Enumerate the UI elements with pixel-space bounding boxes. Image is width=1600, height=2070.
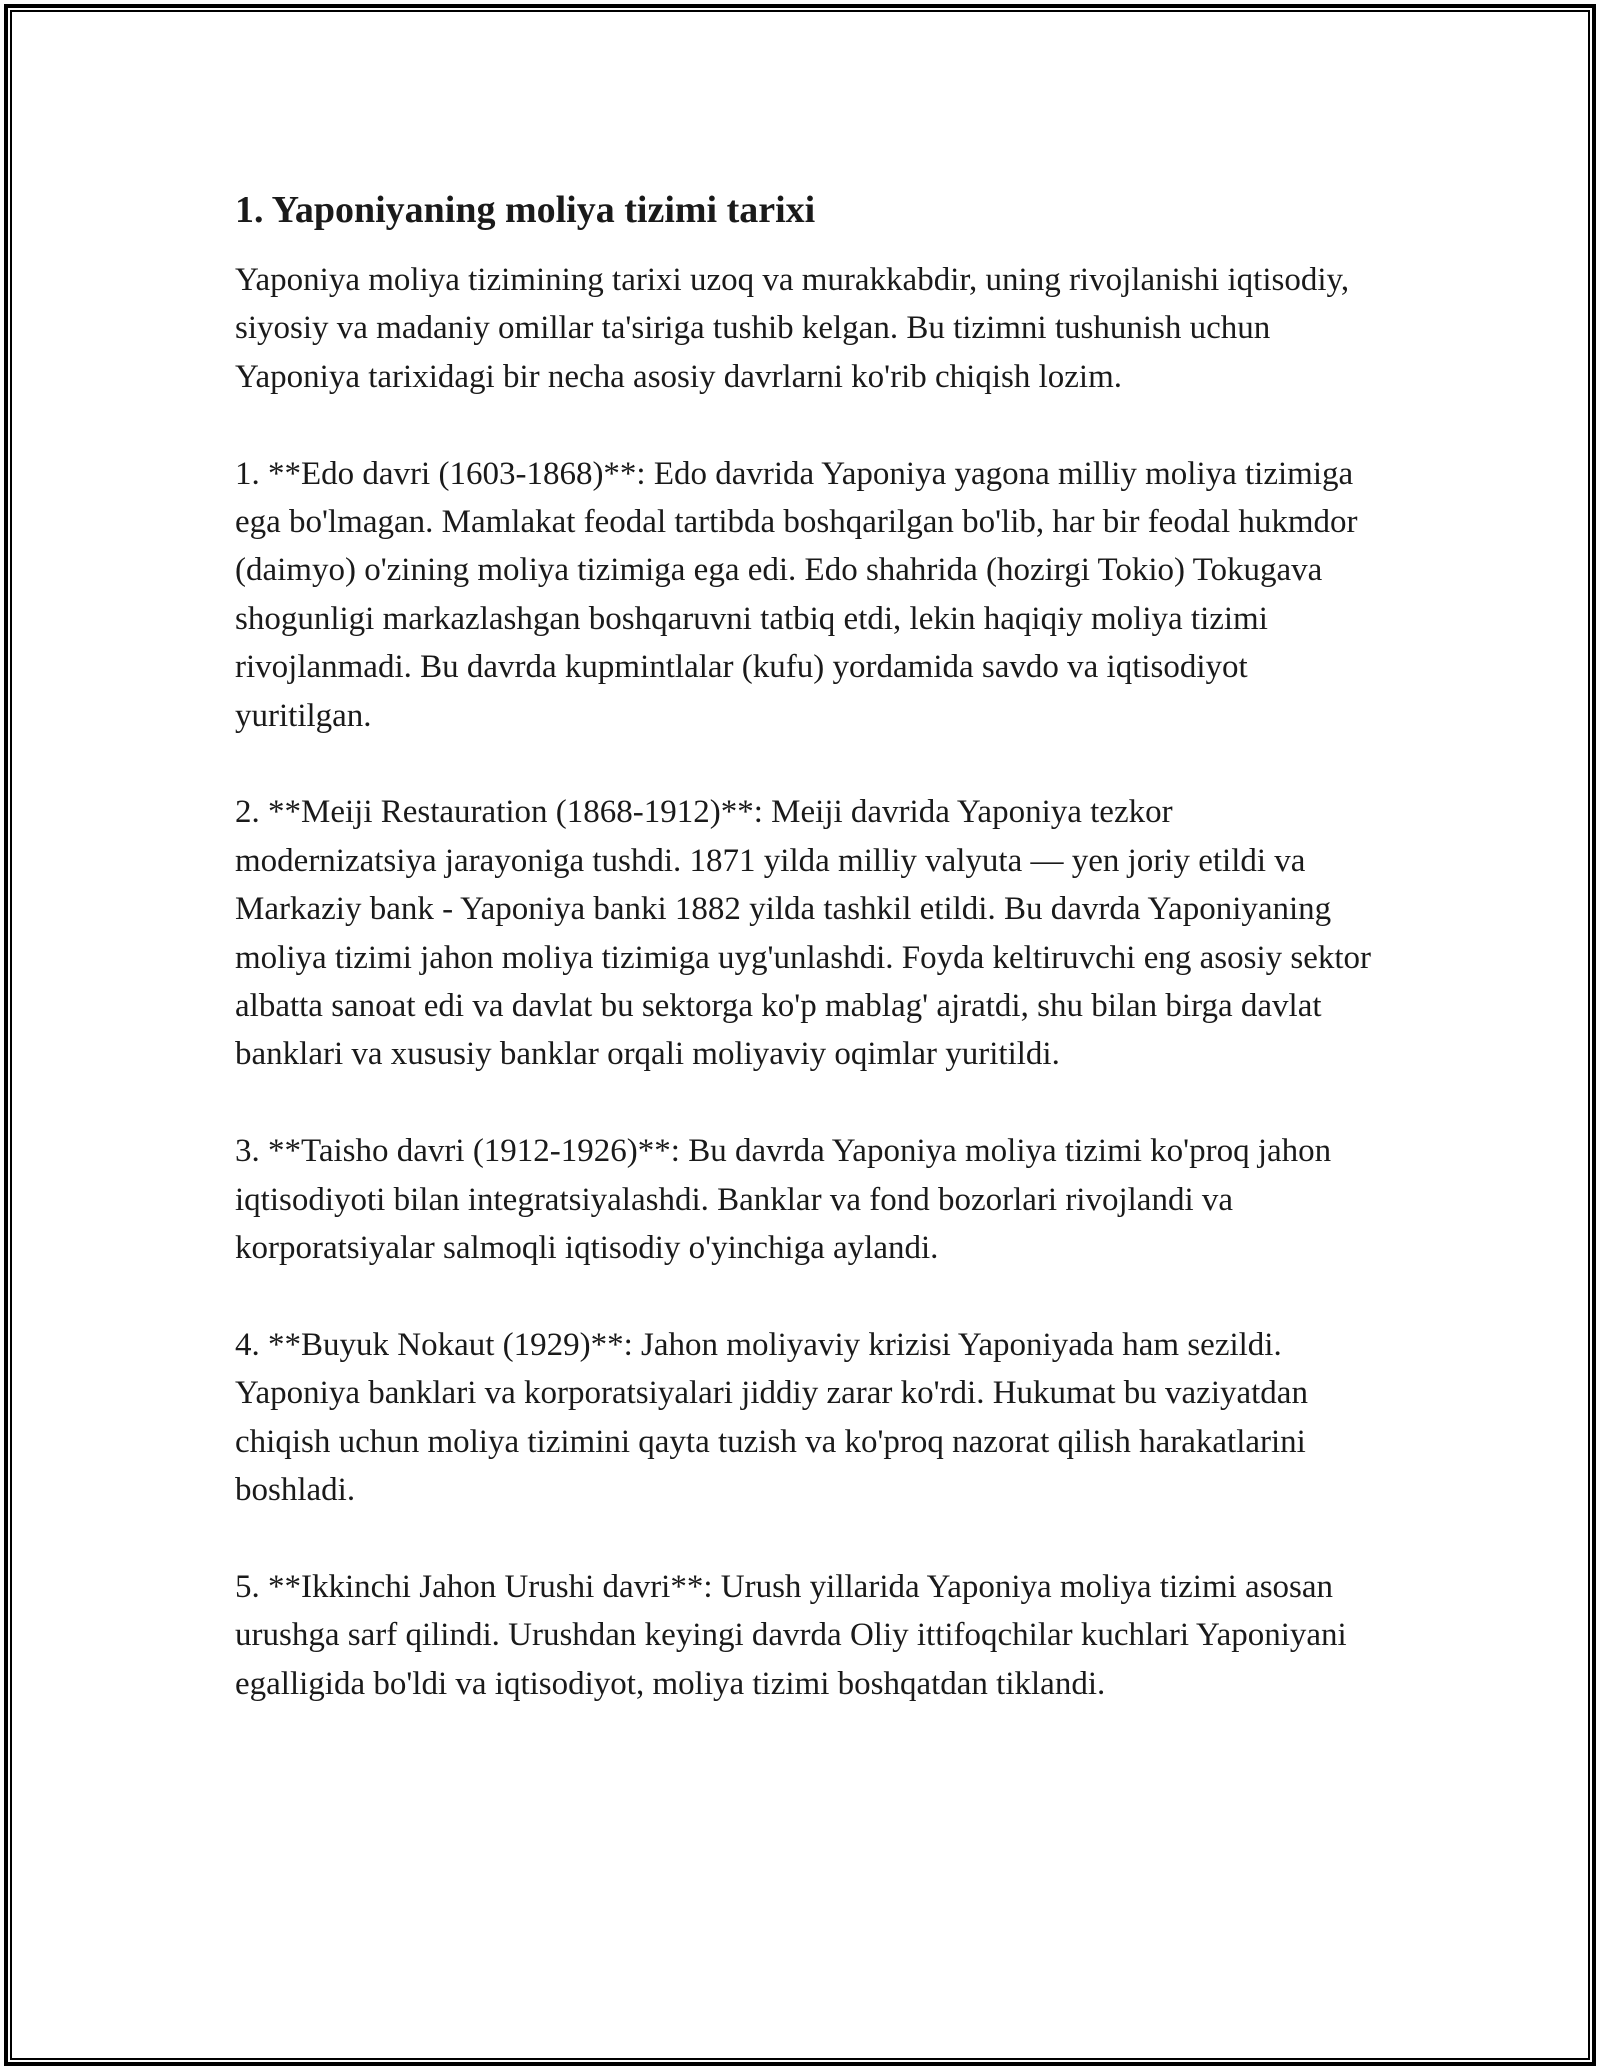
paragraph-edo-period: 1. **Edo davri (1603-1868)**: Edo davrida Yaponiya yagona milliy moliya tizimiga ega bo'lmagan. Mamlakat feodal tartibda boshqarilgan bo'lib, har bir feodal hukmdor (daimyo) o'zining moliya tizimiga ega edi. Edo shahrida (hozirgi Tokio) Tokugava shogunligi markazlashgan boshqaruvni tatbiq etdi, lekin haqiqiy moliya tizimi rivojlanmadi. Bu davrda kupmintlalar (kufu) yordamida savdo va iqtisodiyot yuritilgan. — [235, 455, 1358, 734]
paragraph-meiji-restoration: 2. **Meiji Restauration (1868-1912)**: Meiji davrida Yaponiya tezkor modernizatsiya jarayoniga tushdi. 1871 yilda milliy valyuta — yen joriy etildi va Markaziy bank - Yaponiya banki 1882 yilda tashkil etildi. Bu davrda Yaponiyaning moliya tizimi jahon moliya tizimiga uyg'unlashdi. Foyda keltiruvchi eng asosiy sektor albatta sanoat edi va davlat bu sektorga ko'p mablag' ajratdi, shu bilan birga davlat banklari va xususiy banklar orqali moliyaviy oqimlar yuritildi. — [235, 794, 1372, 1073]
paragraph-world-war-two: 5. **Ikkinchi Jahon Urushi davri**: Urush yillarida Yaponiya moliya tizimi asosan urushga sarf qilindi. Urushdan keyingi davrda Oliy ittifoqchilar kuchlari Yaponiyani egalligida bo'ldi va iqtisodiyot, moliya tizimi boshqatdan tiklandi. — [235, 1568, 1347, 1702]
document-body — [235, 184, 1375, 1757]
intro-paragraph: Yaponiya moliya tizimining tarixi uzoq va murakkabdir, uning rivojlanishi iqtisodiy, siyosiy va madaniy omillar ta'siriga tushib kelgan. Bu tizimni tushunish uchun Yaponiya tarixidagi bir necha asosiy davrlarni ko'rib chiqish lozim. — [235, 262, 1350, 395]
paragraph-taisho-period: 3. **Taisho davri (1912-1926)**: Bu davrda Yaponiya moliya tizimi ko'proq jahon iqtisodiyoti bilan integratsiyalashdi. Banklar va fond bozorlari rivojlandi va korporatsiyalar salmoqli iqtisodiy o'yinchiga aylandi. — [235, 1133, 1332, 1267]
section-title: 1. Yaponiyaning moliya tizimi tarixi — [235, 189, 816, 231]
paragraph-great-crash: 4. **Buyuk Nokaut (1929)**: Jahon moliyaviy krizisi Yaponiyada ham sezildi. Yaponiya banklari va korporatsiyalari jiddiy zarar ko'rdi. Hukumat bu vaziyatdan chiqish uchun moliya tizimini qayta tuzish va ko'proq nazorat qilish harakatlarini boshladi. — [235, 1326, 1308, 1509]
